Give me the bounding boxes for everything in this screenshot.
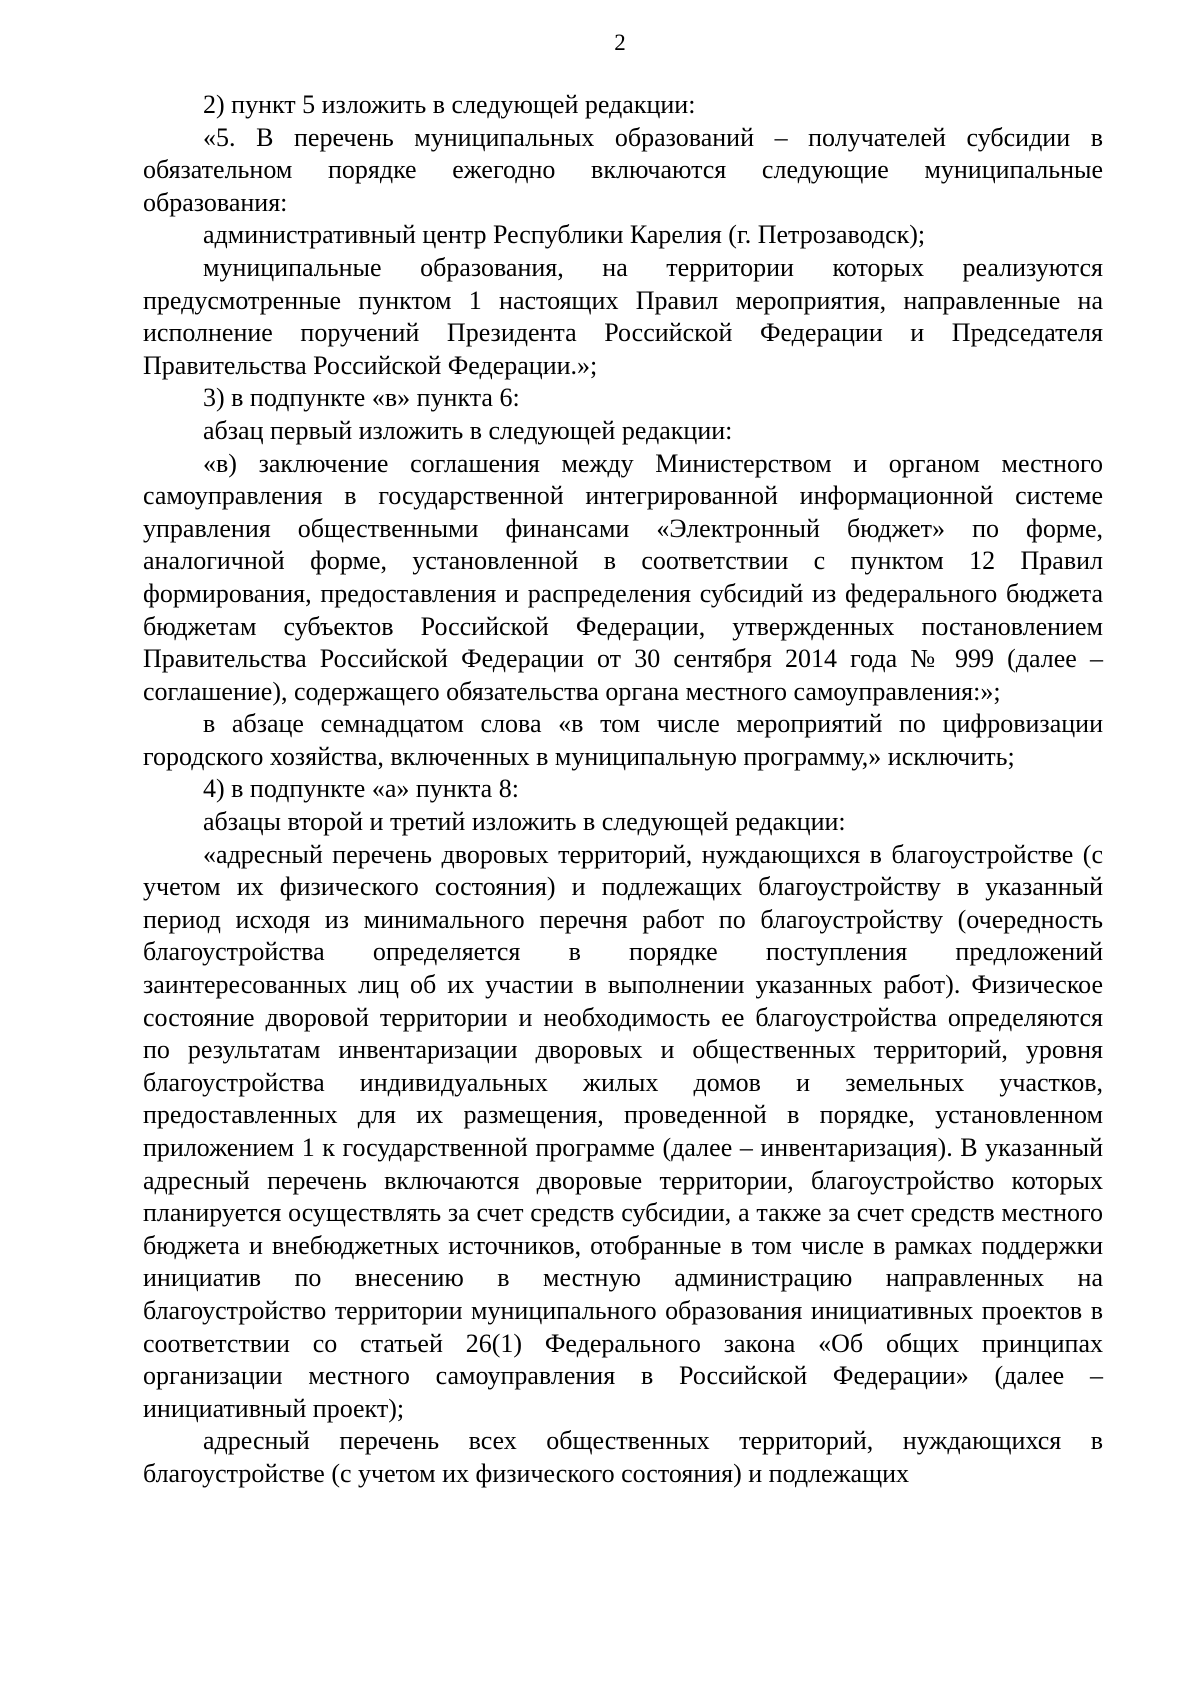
paragraph-agreement: «в) заключение соглашения между Министерством и органом местного самоуправления в государственной интегрированной информационной системе управления общественными финансами «Электронный бюджет» по форме, аналогичной форме, установленной в соответствии с пунктом 12 Правил формирования, предоставления и распределения субсидий из федерального бюджета бюджетам субъектов Российской Федерации, утвержденных постановлением Правительства Российской Федерации от 30 сентября 2014 года № 999 (далее – соглашение), содержащего обязательства органа местного самоуправления:»; — [143, 448, 1103, 706]
paragraph-item-5-text: «5. В перечень муниципальных образований – получателей субсидии в обязательном порядке ежегодно включаются следующие муниципальные образования: — [143, 122, 1103, 217]
paragraph-second-third-abzac: абзацы второй и третий изложить в следующей редакции: — [203, 807, 846, 837]
paragraph-public-territories-list: адресный перечень всех общественных территорий, нуждающихся в благоустройстве (с учетом их физического состояния) и подлежащих — [143, 1426, 1103, 1488]
paragraph-item-2-header: 2) пункт 5 изложить в следующей редакции: — [203, 90, 696, 119]
paragraph-seventeenth-abzac: в абзаце семнадцатом слова «в том числе мероприятий по цифровизации городского хозяйства, включенных в муниципальную программу,» исключить; — [143, 709, 1103, 771]
paragraph-municipal-formations: муниципальные образования, на территории которых реализуются предусмотренные пунктом 1 настоящих Правил мероприятия, направленные на исполнение поручений Президента Российской Федерации и Председателя Правительства Российской Федерации.»; — [143, 252, 1103, 380]
paragraph-admin-center: административный центр Республики Карелия (г. Петрозаводск); — [203, 220, 926, 250]
page-number: 2 — [614, 30, 626, 55]
paragraph-courtyard-list: «адресный перечень дворовых территорий, нуждающихся в благоустройстве (с учетом их физического состояния) и подлежащих благоустройству в указанный период исходя из минимального перечня работ по благоустройству (очередность благоустройства определяется в порядке поступления предложений заинтересованных лиц об их участии в выполнении указанных работ). Физическое состояние дворовой территории и необходимость ее благоустройства определяются по результатам инвентаризации дворовых и общественных территорий, уровня благоустройства индивидуальных жилых домов и земельных участков, предоставленных для их размещения, проведенной в порядке, установленном приложением 1 к государственной программе (далее – инвентаризация). В указанный адресный перечень включаются дворовые территории, благоустройство которых планируется осуществлять за счет средств субсидии, а также за счет средств местного бюджета и внебюджетных источников, отобранные в том числе в рамках поддержки инициатив по внесению в местную администрацию направленных на благоустройство территории муниципального образования инициативных проектов в соответствии со статьей 26(1) Федерального закона «Об общих принципах организации местного самоуправления в Российской Федерации» (далее – инициативный проект); — [143, 839, 1103, 1423]
paragraph-item-3-header: 3) в подпункте «в» пункта 6: — [203, 383, 520, 413]
paragraph-item-4-header: 4) в подпункте «а» пункта 8: — [203, 774, 519, 804]
paragraph-first-abzac: абзац первый изложить в следующей редакции: — [203, 415, 733, 445]
document-body — [143, 89, 1103, 1491]
